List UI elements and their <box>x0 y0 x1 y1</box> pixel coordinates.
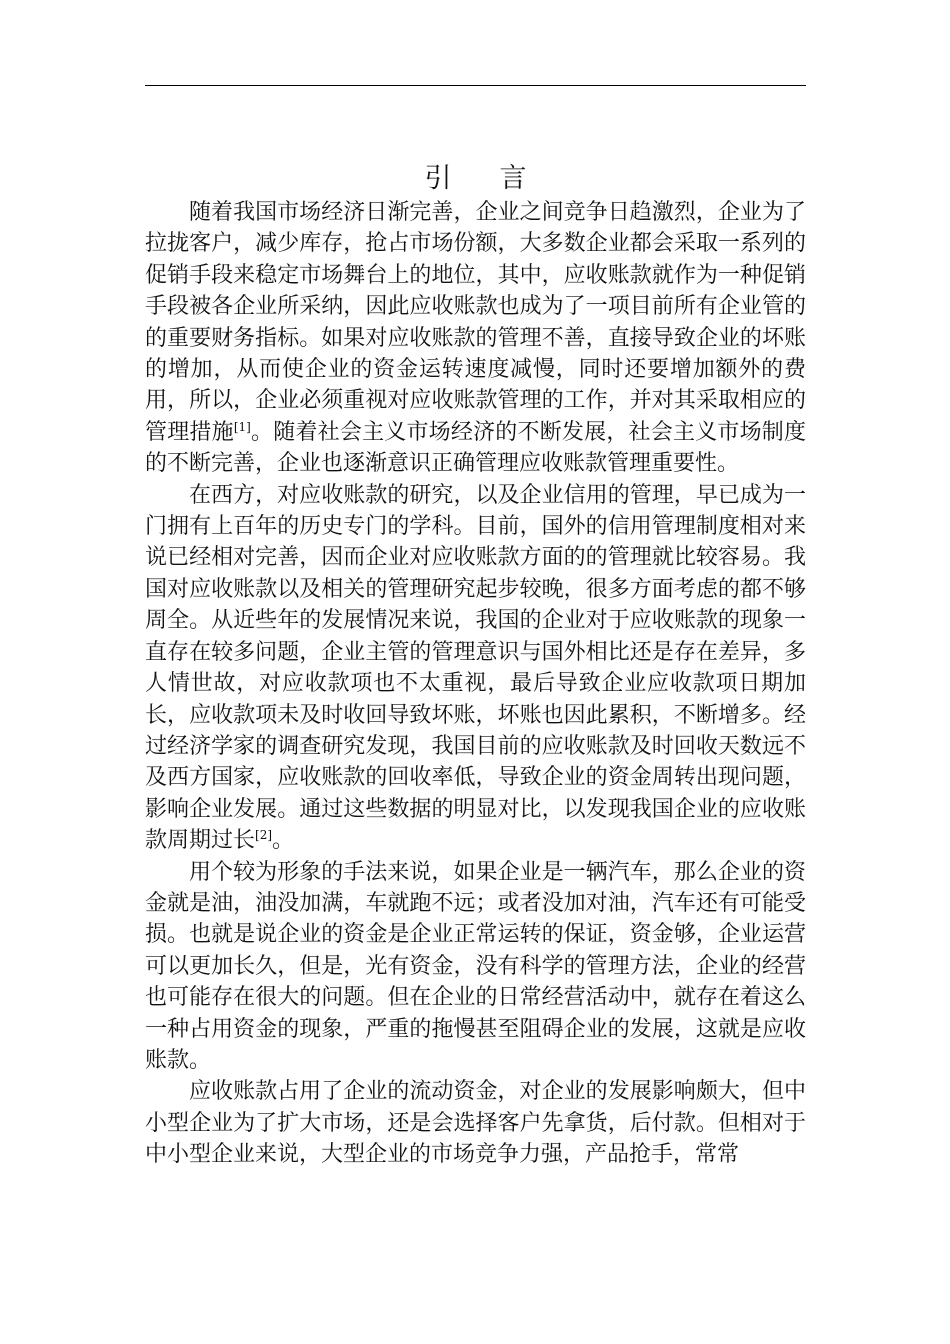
body-text <box>145 197 806 1171</box>
citation-1: [1] <box>233 419 251 434</box>
paragraph-text: 。 <box>272 828 295 854</box>
title-char-1: 引 <box>424 163 452 194</box>
paragraph-4 <box>145 1076 806 1170</box>
title-char-2: 言 <box>499 163 527 194</box>
paragraph-3 <box>145 857 806 1077</box>
paragraph-text: 用个较为形象的手法来说，如果企业是一辆汽车，那么企业的资金就是油，油没加满，车就跑不远；或者没加对油，汽车还有可能受损。也就是说企业的资金是企业正常运转的保证，资金够，企业运营可以更加长久，但是，光有资金，没有科学的管理方法，企业的经营也可能存在很大的问题。但在企业的日常经营活动中，就存在着这么一种占用资金的现象，严重的拖慢甚至阻碍企业的发展，这就是应收账款。 <box>145 859 806 1073</box>
paragraph-text: 随着我国市场经济日渐完善，企业之间竞争日趋激烈，企业为了拉拢客户，减少库存，抢占市场份额，大多数企业都会采取一系列的促销手段来稳定市场舞台上的地位，其中，应收账款就作为一种促销手段被各企业所采纳，因此应收账款也成为了一项目前所有企业管的的重要财务指标。如果对应收账款的管理不善，直接导致企业的坏账的增加，从而使企业的资金运转速度减慢，同时还要增加额外的费用，所以，企业必须重视对应收账款管理的工作，并对其采取相应的管理措施 <box>145 200 806 445</box>
paragraph-1 <box>145 197 806 480</box>
section-title <box>145 160 806 198</box>
citation-2: [2] <box>255 828 273 843</box>
paragraph-2 <box>145 480 806 857</box>
header-rule <box>145 85 806 86</box>
paragraph-text: 。随着社会主义市场经济的不断发展，社会主义市场制度的不断完善，企业也逐渐意识正确管理应收账款管理重要性。 <box>145 419 806 477</box>
paragraph-text: 在西方，对应收账款的研究，以及企业信用的管理，早已成为一门拥有上百年的历史专门的学科。目前，国外的信用管理制度相对来说已经相对完善，因而企业对应收账款方面的的管理就比较容易。我国对应收账款以及相关的管理研究起步较晚，很多方面考虑的都不够周全。从近些年的发展情况来说，我国的企业对于应收账款的现象一直存在较多问题，企业主管的管理意识与国外相比还是存在差异，多人情世故，对应收款项也不太重视，最后导致企业应收款项日期加长，应收款项未及时收回导致坏账，坏账也因此累积，不断增多。经过经济学家的调查研究发现，我国目前的应收账款及时回收天数远不及西方国家，应收账款的回收率低，导致企业的资金周转出现问题，影响企业发展。通过这些数据的明显对比，以发现我国企业的应收账款周期过长 <box>145 482 806 854</box>
paragraph-text: 应收账款占用了企业的流动资金，对企业的发展影响颇大，但中小型企业为了扩大市场，还是会选择客户先拿货，后付款。但相对于中小型企业来说，大型企业的市场竞争力强，产品抢手，常常 <box>145 1079 806 1168</box>
